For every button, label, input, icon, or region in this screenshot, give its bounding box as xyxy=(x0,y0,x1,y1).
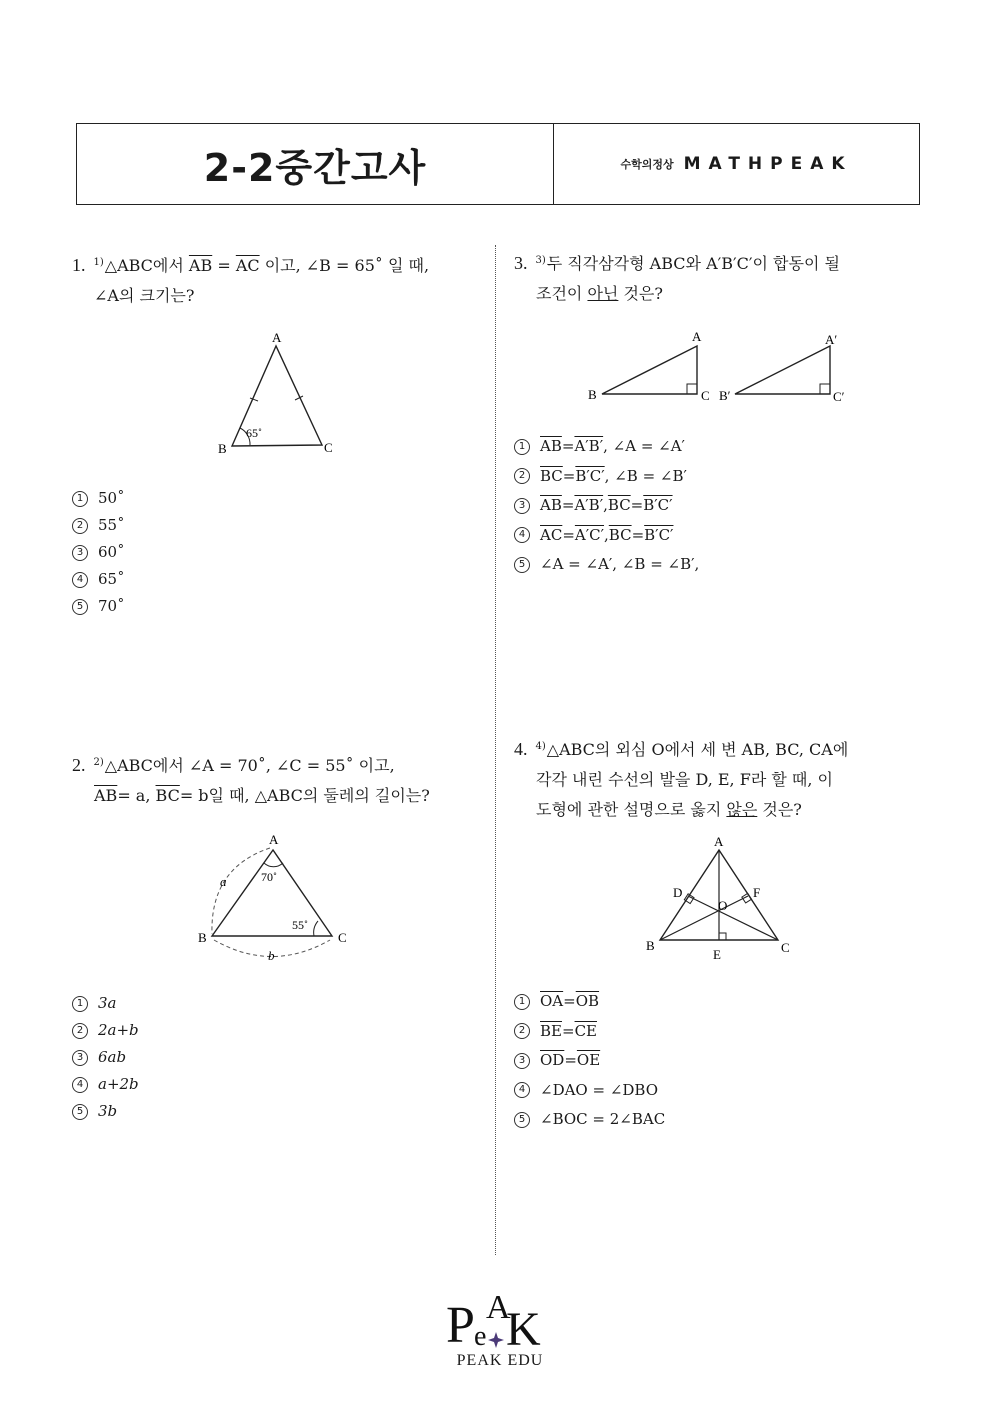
question-number: 4. xyxy=(514,739,528,759)
footnote-mark: 3) xyxy=(535,254,546,266)
q1-figure xyxy=(210,328,340,458)
angle-c-label: 55˚ xyxy=(292,918,308,932)
side-a-label: a xyxy=(220,874,227,889)
choice-text: 60˚ xyxy=(98,543,125,561)
choice[interactable] xyxy=(514,550,699,580)
segment: $\overline{BC}$ xyxy=(607,496,631,514)
point-e-label: E xyxy=(713,947,721,962)
choice[interactable] xyxy=(72,1017,139,1044)
choice-number: 3 xyxy=(72,1050,88,1066)
question-text: 도형에 관한 설명으로 옳지 xyxy=(536,800,727,819)
choice-text: , xyxy=(603,496,608,514)
choice-text: 3a xyxy=(98,994,117,1012)
segment: $\overline{AC}$ xyxy=(540,525,563,544)
choice[interactable] xyxy=(72,539,125,566)
choice-text: 2a+b xyxy=(98,1021,139,1039)
equals: = xyxy=(561,437,575,455)
footnote-mark: 1) xyxy=(93,256,104,268)
choice-number: 1 xyxy=(72,996,88,1012)
choice-number: 3 xyxy=(72,545,88,561)
segment: A′C′ xyxy=(574,525,605,544)
equals: = xyxy=(563,992,576,1010)
logo-caption: PEAK EDU xyxy=(456,1352,544,1369)
choice-text: , ∠B = ∠B′ xyxy=(604,466,687,485)
question-number: 3. xyxy=(514,253,528,273)
right-angle-mark xyxy=(719,933,726,940)
choice[interactable] xyxy=(72,990,139,1017)
choice-text: 65˚ xyxy=(98,570,125,588)
point-d-label: D xyxy=(673,885,683,900)
segment: $\overline{OE}$ xyxy=(576,1051,601,1069)
vertex-a-label: A xyxy=(269,832,279,847)
footnote-mark: 4) xyxy=(535,740,546,752)
q4-figure xyxy=(640,832,800,962)
question-text: 이고, ∠B = 65˚ 일 때, xyxy=(259,256,430,275)
choice-text: 50˚ xyxy=(98,489,125,507)
choice-text: a+2b xyxy=(98,1075,139,1093)
side-b-label: b xyxy=(268,948,275,963)
triangle-abc-prime xyxy=(735,346,830,394)
triangle xyxy=(212,850,332,936)
segment: $\overline{OD}$ xyxy=(540,1051,565,1069)
segment-ac: $\overline{AC}$ xyxy=(235,256,260,275)
equals: = xyxy=(562,466,576,485)
choice-number: 4 xyxy=(72,572,88,588)
logo-letter-a: A xyxy=(486,1289,511,1326)
vertex-b-label: B xyxy=(198,930,207,945)
footnote-mark: 2) xyxy=(93,756,104,768)
equals: = xyxy=(564,1051,577,1069)
segment-bc: $\overline{BC}$ xyxy=(155,786,180,805)
choice-text: ∠A = ∠A′, ∠B = ∠B′, xyxy=(540,555,700,573)
right-angle-mark xyxy=(687,384,697,394)
brand-name: MATHPEAK xyxy=(683,154,853,174)
segment: $\overline{AB}$ xyxy=(540,437,562,455)
logo-letter-p: P xyxy=(446,1297,475,1354)
angle-a-label: 70˚ xyxy=(261,870,277,884)
question-text: △ABC에서 xyxy=(104,256,189,275)
vertex-b-prime-label: B′ xyxy=(719,388,731,403)
triangle-abc xyxy=(602,346,697,394)
segment: $\overline{AB}$ xyxy=(540,496,562,514)
choice-number: 1 xyxy=(514,439,530,455)
emphasis-text: 아닌 xyxy=(587,284,619,303)
segment: $\overline{OA}$ xyxy=(540,992,564,1010)
vertex-c-label: C xyxy=(338,930,347,945)
segment: $\overline{CE}$ xyxy=(574,1021,597,1040)
question-text: 두 직각삼각형 ABC와 A′B′C′이 합동이 될 xyxy=(546,254,840,273)
question-text: 각각 내린 수선의 발을 D, E, F라 할 때, 이 xyxy=(536,770,833,789)
angle-arc xyxy=(264,863,283,867)
question-text: 조건이 xyxy=(536,284,588,303)
choice-number: 1 xyxy=(514,994,530,1010)
choice[interactable] xyxy=(72,593,125,620)
choice-text: , ∠A = ∠A′ xyxy=(603,437,685,455)
choice[interactable] xyxy=(514,1017,665,1047)
segment: B′C′ xyxy=(575,466,605,485)
logo-letter-k: K xyxy=(506,1303,541,1356)
question-text: 것은? xyxy=(757,800,802,819)
choice[interactable] xyxy=(514,1046,665,1076)
choice-text: 3b xyxy=(98,1102,118,1120)
vertex-c-prime-label: C′ xyxy=(833,389,845,404)
choice-number: 4 xyxy=(514,527,530,543)
segment-ab: $\overline{AB}$ xyxy=(188,256,213,275)
choice[interactable] xyxy=(514,432,699,462)
question-1 xyxy=(72,250,429,311)
question-text: ∠A의 크기는? xyxy=(94,286,195,305)
choice-number: 3 xyxy=(514,1053,530,1069)
choice-text: ∠BOC = 2∠BAC xyxy=(540,1110,666,1128)
question-text: = b일 때, △ABC의 둘레의 길이는? xyxy=(179,786,430,805)
question-text: = a, xyxy=(117,786,156,805)
segment: $\overline{BC}$ xyxy=(540,466,563,485)
q2-choices xyxy=(72,990,139,1125)
segment: B′C′ xyxy=(643,496,673,514)
vertex-c-label: C xyxy=(701,388,710,403)
segment: $\overline{BC}$ xyxy=(608,525,632,544)
vertex-a-prime-label: A′ xyxy=(825,332,838,347)
choice-number: 3 xyxy=(514,498,530,514)
q4-choices xyxy=(514,987,665,1135)
choice-text: 70˚ xyxy=(98,597,125,615)
right-angle-mark xyxy=(820,384,830,394)
choice-number: 2 xyxy=(72,1023,88,1039)
q2-figure xyxy=(190,828,360,966)
choice-text: 6ab xyxy=(98,1048,127,1066)
logo-letter-e: e xyxy=(474,1321,487,1352)
equals: = xyxy=(630,496,644,514)
vertex-b-label: B xyxy=(218,441,227,456)
vertex-c-label: C xyxy=(781,940,790,955)
choice[interactable] xyxy=(72,1098,139,1125)
segment: B′C′ xyxy=(644,525,674,544)
choice[interactable] xyxy=(72,566,125,593)
question-3 xyxy=(514,248,840,309)
choice[interactable] xyxy=(514,491,699,521)
choice[interactable] xyxy=(514,987,665,1017)
vertex-b-label: B xyxy=(646,938,655,953)
column-divider xyxy=(495,245,496,1255)
question-number: 2. xyxy=(72,755,86,775)
brand-area xyxy=(554,124,919,204)
question-text: △ABC에서 ∠A = 70˚, ∠C = 55˚ 이고, xyxy=(104,756,395,775)
q3-figure xyxy=(582,326,862,408)
choice[interactable] xyxy=(72,1071,139,1098)
exam-header xyxy=(76,123,920,205)
choice[interactable] xyxy=(72,1044,139,1071)
choice[interactable] xyxy=(72,512,125,539)
equals: = xyxy=(212,256,236,275)
choice-number: 2 xyxy=(514,468,530,484)
star-icon xyxy=(488,1332,504,1348)
q1-choices xyxy=(72,485,125,620)
equals: = xyxy=(631,525,645,544)
question-text: 것은? xyxy=(618,284,663,303)
line-cd xyxy=(688,896,778,940)
choice[interactable] xyxy=(514,521,699,551)
choice-text: 55˚ xyxy=(98,516,125,534)
choice-number: 5 xyxy=(72,599,88,615)
choice-number: 5 xyxy=(514,1112,530,1128)
segment-ab: $\overline{AB}$ xyxy=(94,786,118,805)
vertex-b-label: B xyxy=(588,387,597,402)
choice-number: 1 xyxy=(72,491,88,507)
choice-number: 2 xyxy=(514,1023,530,1039)
choice-text: ∠DAO = ∠DBO xyxy=(540,1080,659,1099)
q3-choices xyxy=(514,432,699,580)
equals: = xyxy=(561,1021,575,1040)
point-o-label: O xyxy=(718,898,728,913)
choice[interactable] xyxy=(514,1076,665,1106)
choice-number: 5 xyxy=(72,1104,88,1120)
point-f-label: F xyxy=(753,885,761,900)
choice-number: 4 xyxy=(72,1077,88,1093)
question-number: 1. xyxy=(72,255,86,275)
choice[interactable] xyxy=(514,462,699,492)
choice-number: 4 xyxy=(514,1082,530,1098)
tick-mark xyxy=(250,398,258,401)
vertex-a-label: A xyxy=(714,834,724,849)
choice[interactable] xyxy=(72,485,125,512)
equals: = xyxy=(561,496,575,514)
equals: = xyxy=(562,525,575,544)
line-bf xyxy=(660,896,748,940)
vertex-a-label: A xyxy=(692,329,702,344)
segment: $\overline{OB}$ xyxy=(575,992,600,1010)
choice[interactable] xyxy=(514,1105,665,1135)
segment: $\overline{BE}$ xyxy=(540,1021,562,1040)
side-a-brace xyxy=(212,848,270,934)
vertex-a-label: A xyxy=(272,330,282,345)
emphasis-text: 않은 xyxy=(726,800,758,819)
choice-number: 2 xyxy=(72,518,88,534)
segment: A′B′ xyxy=(574,496,604,514)
question-4 xyxy=(514,734,848,825)
segment: A′B′ xyxy=(574,437,604,455)
angle-arc xyxy=(314,921,318,936)
question-2 xyxy=(72,750,430,811)
brand-tagline: 수학의정상 xyxy=(620,158,674,171)
question-text: △ABC의 외심 O에서 세 변 AB, BC, CA에 xyxy=(546,740,849,759)
exam-title: 2-2중간고사 xyxy=(77,124,554,204)
vertex-c-label: C xyxy=(324,440,333,455)
choice-text: , xyxy=(604,525,609,544)
angle-label: 65˚ xyxy=(246,426,262,440)
choice-number: 5 xyxy=(514,557,530,573)
